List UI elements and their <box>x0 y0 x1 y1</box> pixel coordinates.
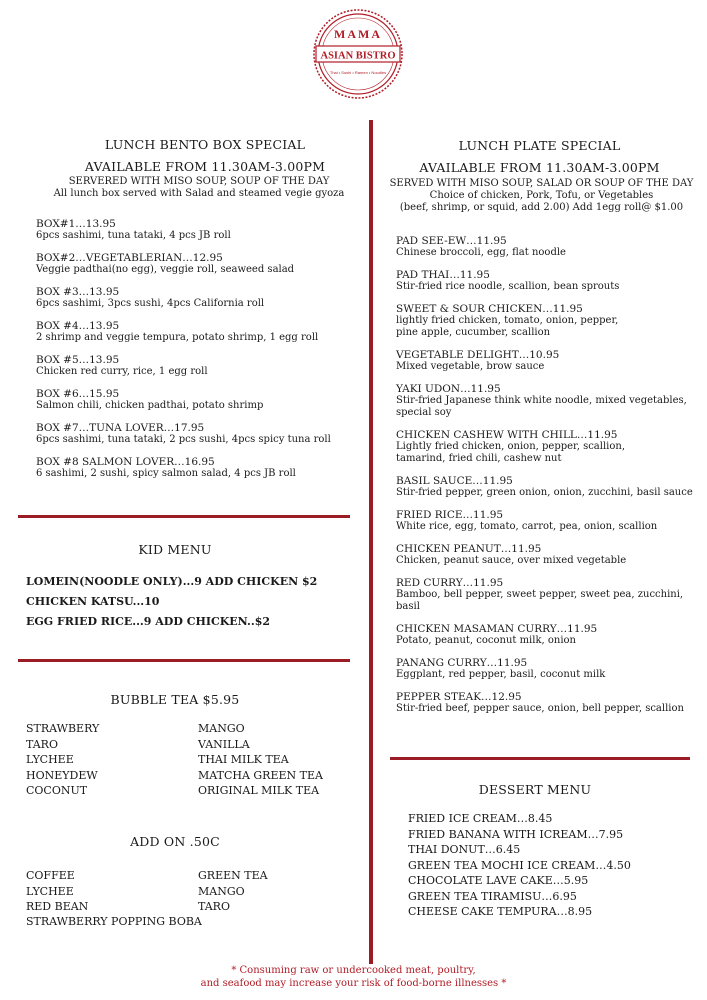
list-item: MANGO <box>198 722 245 735</box>
item-title: SWEET & SOUR CHICKEN…11.95 <box>396 303 583 315</box>
plate-header <box>392 138 687 175</box>
kid-list <box>26 572 356 632</box>
item-title: BOX #8 SALMON LOVER…16.95 <box>36 456 215 468</box>
food-safety-notice <box>100 964 607 990</box>
item-desc: Bamboo, bell pepper, sweet pepper, sweet pea, zucchini, basil <box>396 589 684 612</box>
list-item: THAI MILK TEA <box>198 753 289 766</box>
item-desc: Salmon chili, chicken padthai, potato shrimp <box>36 400 264 411</box>
plate-note-2: Choice of chicken, Pork, Tofu, or Vegetables <box>429 190 654 201</box>
section-divider <box>390 757 690 760</box>
bento-available: AVAILABLE FROM 11.30AM-3.00PM <box>84 159 326 174</box>
list-item <box>396 577 696 613</box>
bubble-title: BUBBLE TEA $5.95 <box>110 692 240 707</box>
item-title: BASIL SAUCE…11.95 <box>396 475 513 487</box>
item-title: PANANG CURRY…11.95 <box>396 657 528 669</box>
list-item <box>36 456 356 480</box>
list-item: COCONUT <box>26 784 88 797</box>
item-desc: Veggie padthai(no egg), veggie roll, seaweed salad <box>36 264 295 275</box>
list-item <box>36 354 356 378</box>
list-item: TARO <box>26 737 58 751</box>
list-item: MATCHA GREEN TEA <box>198 768 323 782</box>
section-divider <box>18 515 350 518</box>
plate-list <box>396 235 696 725</box>
item-desc: 2 shrimp and veggie tempura, potato shrimp, 1 egg roll <box>36 332 319 343</box>
list-item: GREEN TEA <box>198 869 268 882</box>
list-item: EGG FRIED RICE...9 ADD CHICKEN..$2 <box>26 615 271 628</box>
logo-top-text: MAMA <box>334 27 382 41</box>
list-item <box>396 691 696 715</box>
bento-header <box>60 137 350 174</box>
plate-notes <box>384 178 699 214</box>
list-item <box>396 657 696 681</box>
list-item: CHICKEN KATSU...10 <box>26 595 160 608</box>
bento-note-2: All lunch box served with Salad and steamed vegie gyoza <box>53 188 345 199</box>
item-title: PEPPER STEAK…12.95 <box>396 691 522 703</box>
list-item <box>36 252 356 276</box>
list-item <box>36 320 356 344</box>
list-item: TARO <box>198 900 230 913</box>
list-item: LOMEIN(NOODLE ONLY)...9 ADD CHICKEN $2 <box>26 575 318 588</box>
list-item: LYCHEE <box>26 884 74 898</box>
bento-notes <box>24 176 374 200</box>
bento-note-1: SERVERED WITH MISO SOUP, SOUP OF THE DAY <box>68 176 330 187</box>
list-item <box>396 623 696 647</box>
item-title: BOX #4…13.95 <box>36 320 120 332</box>
item-title: CHICKEN MASAMAN CURRY…11.95 <box>396 623 598 635</box>
list-item <box>396 269 696 293</box>
item-desc: 6pcs sashimi, tuna tataki, 2 pcs sushi, 4pcs spicy tuna roll <box>36 434 331 445</box>
restaurant-logo <box>312 8 404 100</box>
item-title: RED CURRY…11.95 <box>396 577 504 589</box>
item-desc: Mixed vegetable, brow sauce <box>396 361 545 372</box>
list-item <box>396 475 696 499</box>
item-title: YAKI UDON…11.95 <box>396 383 501 395</box>
list-item <box>396 303 696 339</box>
list-item <box>396 509 696 533</box>
list-item <box>396 543 696 567</box>
plate-note-3: (beef, shrimp, or squid, add 2.00) Add 1egg roll@ $1.00 <box>399 202 684 213</box>
list-item <box>36 388 356 412</box>
notice-line-2: and seafood may increase your risk of food-borne illnesses * <box>200 978 507 989</box>
list-item: HONEYDEW <box>26 768 98 782</box>
plate-note-1: SERVED WITH MISO SOUP, SALAD OR SOUP OF THE DAY <box>389 178 694 189</box>
list-item: VANILLA <box>198 737 250 751</box>
item-desc: Chinese broccoli, egg, flat noodle <box>396 247 566 258</box>
vertical-divider <box>369 120 373 990</box>
item-title: PAD THAI…11.95 <box>396 269 490 281</box>
notice-line-1: * Consuming raw or undercooked meat, poultry, <box>231 965 476 976</box>
list-item <box>396 383 696 419</box>
item-title: CHICKEN PEANUT…11.95 <box>396 543 542 555</box>
item-desc: Stir-fried Japanese think white noodle, mixed vegetables, special soy <box>396 395 687 418</box>
addon-list <box>26 868 358 915</box>
item-title: BOX#1…13.95 <box>36 218 116 230</box>
bento-title: LUNCH BENTO BOX SPECIAL <box>104 137 306 152</box>
list-item: CHEESE CAKE TEMPURA…8.95 <box>408 905 593 918</box>
item-title: BOX#2…VEGETABLERIAN…12.95 <box>36 252 223 264</box>
item-desc: lightly fried chicken, tomato, onion, pepper, pine apple, cucumber, scallion <box>396 315 619 338</box>
bento-list <box>36 218 356 490</box>
list-item: STRAWBERRY POPPING BOBA <box>26 915 202 928</box>
list-item: CHOCOLATE LAVE CAKE…5.95 <box>408 874 589 887</box>
item-title: BOX #5…13.95 <box>36 354 120 366</box>
list-item: MANGO <box>198 884 245 898</box>
item-title: BOX #6…15.95 <box>36 388 120 400</box>
item-desc: 6pcs sashimi, tuna tataki, 4 pcs JB roll <box>36 230 231 241</box>
list-item: ORIGINAL MILK TEA <box>198 784 320 797</box>
list-item: RED BEAN <box>26 900 89 913</box>
list-item: GREEN TEA TIRAMISU…6.95 <box>408 889 577 903</box>
addon-title: ADD ON .50C <box>130 834 220 849</box>
item-desc: 6 sashimi, 2 sushi, spicy salmon salad, 4 pcs JB roll <box>36 468 296 479</box>
item-desc: White rice, egg, tomato, carrot, pea, onion, scallion <box>396 521 658 532</box>
item-title: FRIED RICE…11.95 <box>396 509 504 521</box>
bubble-list <box>26 721 358 799</box>
dessert-title: DESSERT MENU <box>478 782 592 797</box>
list-item <box>396 349 696 373</box>
item-desc: Eggplant, red pepper, basil, coconut milk <box>396 669 606 680</box>
list-item <box>36 422 356 446</box>
list-item: THAI DONUT…6.45 <box>408 843 521 856</box>
plate-title: LUNCH PLATE SPECIAL <box>458 138 621 153</box>
list-item <box>36 286 356 310</box>
list-item: FRIED BANANA WITH ICREAM…7.95 <box>408 827 624 841</box>
item-title: BOX #7…TUNA LOVER…17.95 <box>36 422 205 434</box>
list-item: STRAWBERY <box>26 722 100 735</box>
item-title: BOX #3…13.95 <box>36 286 120 298</box>
item-desc: Potato, peanut, coconut milk, onion <box>396 635 576 646</box>
item-desc: Stir-fried pepper, green onion, onion, zucchini, basil sauce <box>396 487 693 498</box>
list-item <box>396 235 696 259</box>
item-title: PAD SEE-EW…11.95 <box>396 235 507 247</box>
item-desc: 6pcs sashimi, 3pcs sushi, 4pcs California roll <box>36 298 265 309</box>
list-item: LYCHEE <box>26 753 74 766</box>
item-title: CHICKEN CASHEW WITH CHILL…11.95 <box>396 429 618 441</box>
list-item: GREEN TEA MOCHI ICE CREAM…4.50 <box>408 858 631 872</box>
item-desc: Stir-fried beef, pepper sauce, onion, bell pepper, scallion <box>396 703 684 714</box>
list-item <box>396 429 696 465</box>
logo-main-text: ASIAN BISTRO <box>320 50 396 62</box>
logo-ring-text: Thai • Sushi • Ramen • Noodles <box>329 70 387 75</box>
item-desc: Chicken red curry, rice, 1 egg roll <box>36 366 208 377</box>
item-desc: Stir-fried rice noodle, scallion, bean sprouts <box>396 281 620 292</box>
list-item: COFFEE <box>26 869 75 882</box>
list-item <box>36 218 356 242</box>
item-desc: Lightly fried chicken, onion, pepper, scallion, tamarind, fried chili, cashew nut <box>396 441 626 464</box>
plate-available: AVAILABLE FROM 11.30AM-3.00PM <box>419 160 660 175</box>
list-item: FRIED ICE CREAM…8.45 <box>408 812 553 825</box>
kid-title: KID MENU <box>138 542 212 557</box>
item-desc: Chicken, peanut sauce, over mixed vegetable <box>396 555 627 566</box>
dessert-list <box>408 811 698 920</box>
section-divider <box>18 659 350 662</box>
item-title: VEGETABLE DELIGHT…10.95 <box>396 349 560 361</box>
